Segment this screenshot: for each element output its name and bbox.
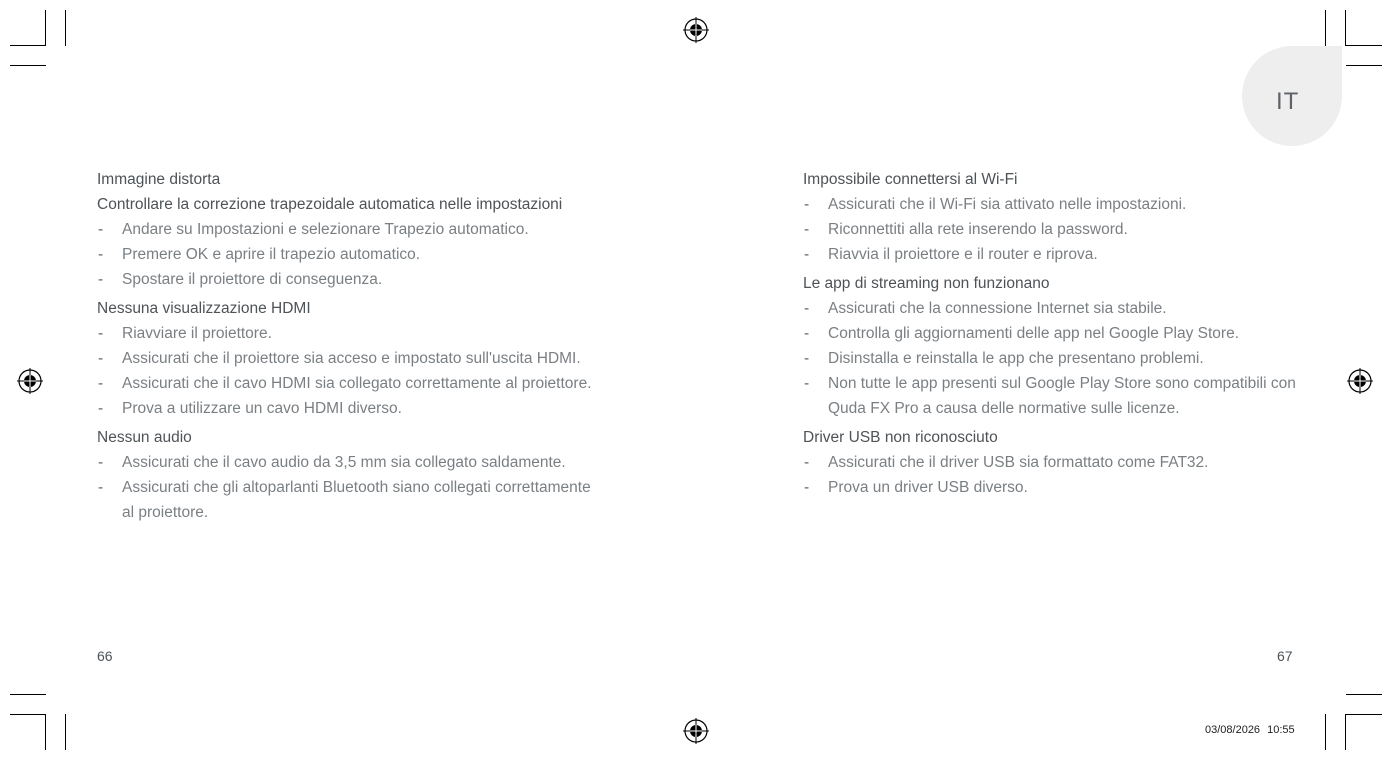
list-item: - Non tutte le app presenti sul Google Play Store sono compatibili con Quda FX Pro a causa delle normative sulle licenze. <box>803 371 1303 421</box>
language-code: IT <box>1276 88 1300 115</box>
section-title: Nessuna visualizzazione HDMI <box>97 300 311 317</box>
list-item: - Controlla gli aggiornamenti delle app nel Google Play Store. <box>803 321 1303 346</box>
list-item: - Andare su Impostazioni e selezionare Trapezio automatico. <box>97 217 592 242</box>
crop-mark <box>1346 65 1382 66</box>
crop-mark <box>10 45 46 46</box>
section-title: Nessun audio <box>97 429 192 446</box>
right-page-content <box>803 167 1303 504</box>
page-number-left: 66 <box>97 648 113 664</box>
crop-mark <box>1346 694 1382 695</box>
section-title: Impossibile connettersi al Wi-Fi <box>803 171 1018 188</box>
crop-mark <box>1346 45 1382 46</box>
print-timestamp: 03/08/2026 10:55 <box>1205 724 1295 736</box>
crop-mark <box>10 694 46 695</box>
list-item: - Disinstalla e reinstalla le app che presentano problemi. <box>803 346 1303 371</box>
registration-mark-icon <box>1347 368 1373 394</box>
section-subtitle: Controllare la correzione trapezoidale automatica nelle impostazioni <box>97 196 563 213</box>
section-wifi <box>803 167 1303 267</box>
list-item: - Assicurati che il cavo HDMI sia collegato correttamente al proiettore. <box>97 371 592 396</box>
crop-mark <box>1325 714 1326 750</box>
registration-mark-icon <box>17 368 43 394</box>
section-title: Immagine distorta <box>97 171 221 188</box>
section-streaming-apps <box>803 271 1303 421</box>
crop-mark <box>65 714 66 750</box>
language-tab <box>1242 46 1342 146</box>
list-item: - Prova un driver USB diverso. <box>803 475 1303 500</box>
list-item: - Riconnettiti alla rete inserendo la password. <box>803 217 1303 242</box>
list-item: - Assicurati che la connessione Internet sia stabile. <box>803 296 1303 321</box>
registration-mark-icon <box>683 17 709 43</box>
crop-mark <box>1325 10 1326 46</box>
registration-mark-icon <box>683 718 709 744</box>
section-no-audio <box>97 425 592 525</box>
section-distorted-image <box>97 167 592 292</box>
crop-mark <box>1345 10 1346 46</box>
crop-mark <box>1345 714 1346 750</box>
left-page-content <box>97 167 592 529</box>
list-item: - Prova a utilizzare un cavo HDMI diverso. <box>97 396 592 421</box>
section-title: Driver USB non riconosciuto <box>803 429 998 446</box>
list-item: - Riavviare il proiettore. <box>97 321 592 346</box>
crop-mark <box>45 714 46 750</box>
list-item: - Riavvia il proiettore e il router e riprova. <box>803 242 1303 267</box>
crop-mark <box>1346 714 1382 715</box>
list-item: - Assicurati che gli altoparlanti Bluetooth siano collegati correttamente al proiettore. <box>97 475 592 525</box>
crop-mark <box>10 65 46 66</box>
page-number-right: 67 <box>1277 648 1293 664</box>
list-item: - Assicurati che il cavo audio da 3,5 mm sia collegato saldamente. <box>97 450 592 475</box>
list-item: - Assicurati che il driver USB sia formattato come FAT32. <box>803 450 1303 475</box>
section-no-hdmi <box>97 296 592 421</box>
list-item: - Premere OK e aprire il trapezio automatico. <box>97 242 592 267</box>
section-usb-driver <box>803 425 1303 500</box>
crop-mark <box>10 714 46 715</box>
list-item: - Spostare il proiettore di conseguenza. <box>97 267 592 292</box>
list-item: - Assicurati che il proiettore sia acceso e impostato sull'uscita HDMI. <box>97 346 592 371</box>
crop-mark <box>65 10 66 46</box>
section-title: Le app di streaming non funzionano <box>803 275 1050 292</box>
crop-mark <box>45 10 46 46</box>
list-item: - Assicurati che il Wi-Fi sia attivato nelle impostazioni. <box>803 192 1303 217</box>
